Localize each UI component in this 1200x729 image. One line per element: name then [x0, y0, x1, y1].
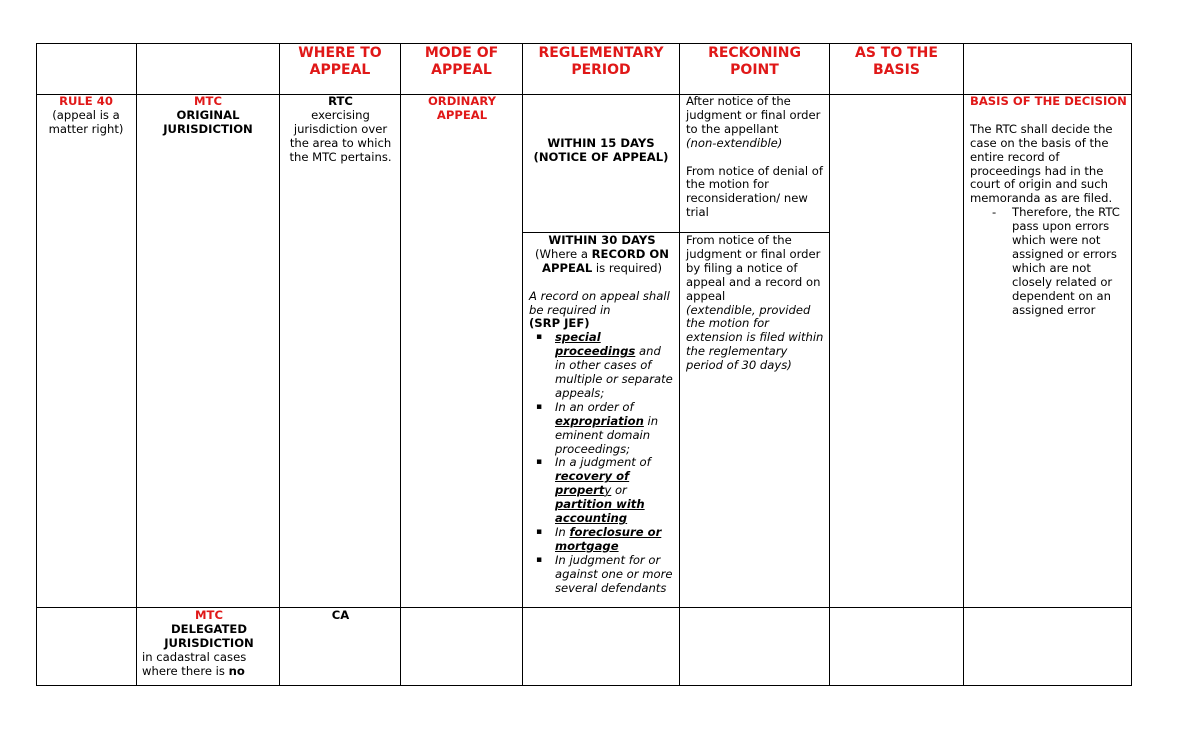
list-item: ▪ In foreclosure or mortgage [555, 526, 675, 554]
row2-note: in cadastral cases where there is no [142, 649, 247, 678]
row2-court-cell [142, 609, 276, 679]
col-line-2 [279, 43, 280, 686]
reckoning-b-note: (extendible, provided the motion for extension is filed within the reglementary period of 30 days) [686, 302, 824, 373]
period-30-days-note: (Where a RECORD ON APPEAL is required) [535, 246, 669, 275]
where-court: RTC [328, 94, 353, 108]
reckoning-b: From notice of the judgment or final order by filing a notice of appeal and a record on appeal [686, 233, 821, 303]
reckoning-cell-a [686, 95, 824, 220]
rule-cell [38, 95, 134, 137]
basis-title: BASIS OF THE DECISION [970, 94, 1127, 108]
header-reglementary-period: REGLEMENTARY PERIOD [538, 45, 664, 78]
header-mode-of-appeal: MODE OF APPEAL [424, 45, 499, 78]
col-line-3 [400, 43, 401, 686]
reckoning-a1-note: (non-extendible) [686, 135, 783, 150]
record-mnemonic: (SRP JEF) [529, 316, 590, 331]
court-cell [138, 95, 278, 137]
reckoning-a1: After notice of the judgment or final order to the appellant [686, 94, 821, 136]
rule-note: (appeal is a matter right) [48, 107, 124, 136]
where-to-appeal-cell [283, 95, 398, 165]
period-30-days-cell [529, 234, 675, 596]
list-item: ▪ special proceedings and in other cases of multiple or separate appeals; [555, 331, 675, 401]
period-30-days-title: WITHIN 30 DAYS [548, 233, 656, 247]
reckoning-cell-b [686, 234, 825, 373]
list-item: ▪ In judgment for or against one or more several defendants [555, 554, 675, 596]
record-on-appeal-intro: A record on appeal shall be required in [529, 288, 670, 317]
row2-where-court: CA [331, 608, 350, 622]
basis-cell [970, 95, 1127, 317]
col-line-6 [829, 43, 830, 686]
row2-jurisdiction: DELEGATED JURISDICTION [164, 621, 254, 650]
header-where-to-appeal: WHERE TO APPEAL [298, 45, 382, 78]
list-item: ▪ In an order of expropriation in eminent domain proceedings; [555, 401, 675, 457]
header-as-to-the-basis: AS TO THE BASIS [855, 45, 938, 78]
table-border-top [36, 43, 1132, 44]
col-line-8 [1131, 43, 1132, 686]
col-line-1 [136, 43, 137, 686]
jurisdiction-label: ORIGINAL JURISDICTION [163, 107, 253, 136]
court-label: MTC [194, 94, 222, 108]
mode-of-appeal-cell: ORDINARY APPEAL [427, 94, 497, 122]
period-15-days: WITHIN 15 DAYS (NOTICE OF APPEAL) [533, 136, 669, 164]
reckoning-a2: From notice of denial of the motion for reconsideration/ new trial [686, 163, 823, 220]
row2-court-label: MTC [195, 608, 223, 622]
basis-dash-item: - Therefore, the RTC pass upon errors which were not assigned or errors which are not closely related or dependent on an assigned error [970, 206, 1127, 317]
rule-label: RULE 40 [59, 94, 113, 108]
header-reckoning-point: RECKONING POINT [708, 45, 801, 78]
basis-text: The RTC shall decide the case on the basis of the entire record of proceedings had in the court of origin and such memoranda as are filed. [970, 121, 1113, 206]
where-description: exercising jurisdiction over the area to which the MTC pertains. [289, 107, 392, 164]
col-line-5 [679, 43, 680, 686]
col-line-7 [963, 43, 964, 686]
record-list [529, 331, 675, 595]
list-item: ▪ In a judgment of recovery of property or partition with accounting [555, 456, 675, 526]
table-border-bottom [36, 685, 1132, 686]
col-line-0 [36, 43, 37, 686]
